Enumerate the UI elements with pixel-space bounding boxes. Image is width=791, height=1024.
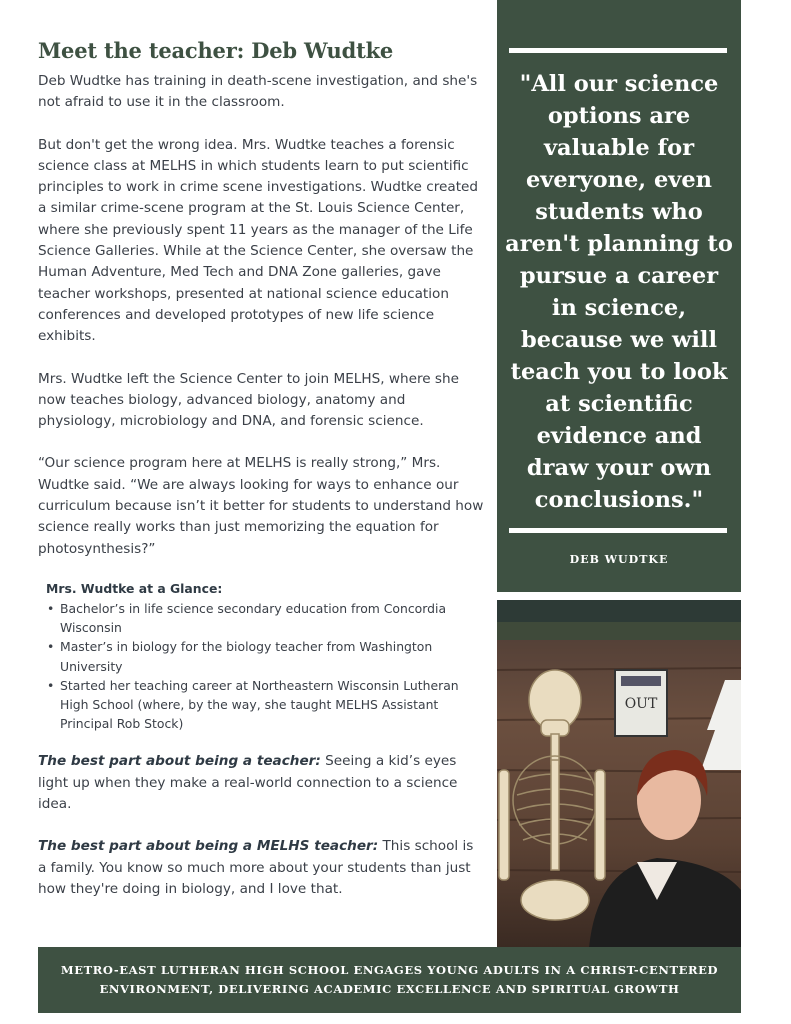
paragraph-courses: Mrs. Wudtke left the Science Center to join MELHS, where she now teaches biology, advanced biology, anatomy and physiology, microbiology and DNA, and forensic science. [38, 370, 459, 430]
paragraph-quote: “Our science program here at MELHS is really strong,” Mrs. Wudtke said. “We are always looking for ways to enhance our curriculum because isn’t it better for students to understand how science really works than just memorizing the equation for photosynthesis?” [38, 455, 484, 557]
glance-list [46, 599, 486, 733]
teacher [589, 750, 741, 948]
footer-banner [38, 947, 741, 1013]
quote-divider-bottom [509, 528, 727, 533]
skeleton [499, 670, 605, 920]
footer-line-1: METRO-EAST LUTHERAN HIGH SCHOOL ENGAGES YOUNG ADULTS IN A CHRIST-CENTERED [60, 963, 719, 977]
article-title: Meet the teacher: Deb Wudtke [38, 38, 394, 63]
glance-item: • Started her teaching career at Northeastern Wisconsin Lutheran High School (where, by the way, she taught MELHS Assistant Principal Rob Stock) [46, 676, 486, 734]
paragraph-background: But don't get the wrong idea. Mrs. Wudtke teaches a forensic science class at MELHS in which students learn to put scientific principles to work in crime scene investigations. Wudtke created a similar crime-scene program at the St. Louis Science Center, where she previously spent 11 years as the manager of the Life Science Galleries. While at the Science Center, she oversaw the Human Adventure, Med Tech and DNA Zone galleries, gave teacher workshops, presented at national science education conferences and developed prototypes of new life science exhibits. [38, 136, 479, 345]
pull-quote: "All our science options are valuable for everyone, even students who aren't planning to pursue a career in science, because we will teach you to look at scientific evidence and draw your own conclusions." [505, 71, 733, 513]
best-part-melhs [38, 836, 486, 900]
best-part-melhs-lead: The best part about being a MELHS teacher: [38, 838, 379, 855]
glance-heading: Mrs. Wudtke at a Glance: [46, 580, 223, 596]
poster-text: OUT [624, 696, 658, 712]
glance-item: • Bachelor’s in life science secondary education from Concordia Wisconsin [46, 599, 486, 637]
quote-divider-top [509, 48, 727, 53]
best-part-teacher [38, 751, 486, 815]
best-part-melhs-text: This school is a family. You know so much more about your students than just how they're doing in biology, and I love that. [38, 838, 474, 897]
pull-quote-panel [497, 0, 741, 592]
quote-attribution: DEB WUDTKE [569, 553, 669, 566]
article-column [38, 30, 486, 921]
glance-item: • Master’s in biology for the biology teacher from Washington University [46, 637, 486, 675]
footer-line-2: ENVIRONMENT, DELIVERING ACADEMIC EXCELLENCE AND SPIRITUAL GROWTH [99, 982, 680, 996]
best-part-teacher-text: Seeing a kid’s eyes light up when they make a real-world connection to a science idea. [38, 753, 458, 812]
best-part-teacher-lead: The best part about being a teacher: [38, 753, 321, 770]
teacher-photo-illustration [497, 600, 741, 948]
teacher-photo [497, 600, 741, 948]
paragraph-intro: Deb Wudtke has training in death-scene investigation, and she's not afraid to use it in the classroom. [38, 73, 478, 111]
